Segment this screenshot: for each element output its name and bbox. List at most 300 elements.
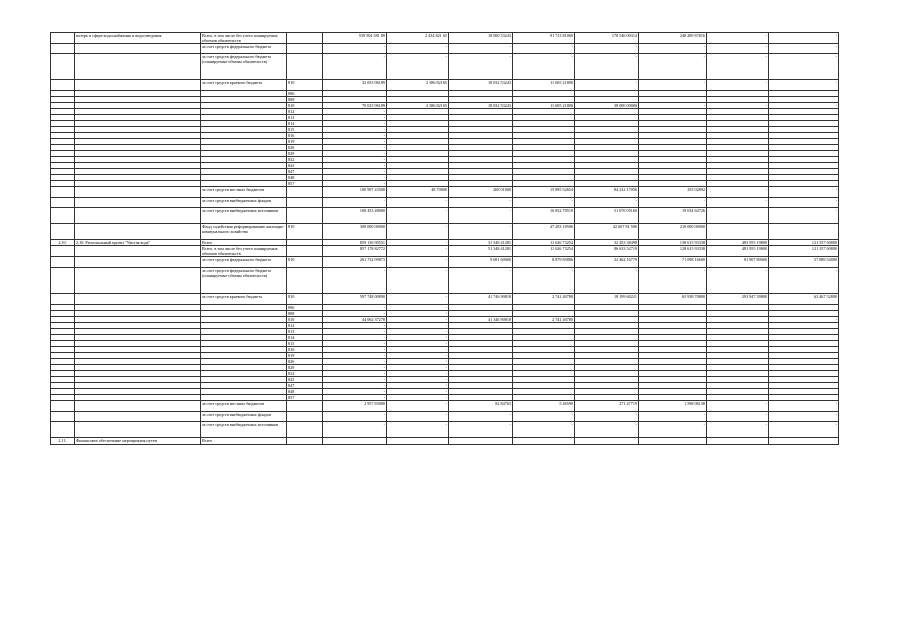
amount-cell: 2 741 40780 [513, 317, 575, 323]
amount-cell: - [449, 44, 513, 54]
amount-cell: 138 615 93338 [639, 240, 707, 246]
funding-source-cell: Всего [201, 240, 287, 246]
amount-cell: 108 453 48000 [323, 208, 387, 224]
table-row [51, 294, 839, 305]
amount-cell: 41 346 90818 [449, 317, 513, 323]
grbs-code-cell: 857 [287, 181, 323, 187]
grbs-code-cell [287, 208, 323, 224]
amount-cell: - [323, 175, 387, 181]
grbs-code-cell [287, 198, 323, 208]
amount-cell: - [575, 54, 639, 80]
grbs-code-cell: 808 [287, 311, 323, 317]
funding-source-cell: за счет средств федерального бюджета [201, 257, 287, 268]
amount-cell: - [387, 257, 449, 268]
amount-cell: 51 676 05160 [575, 208, 639, 224]
amount-cell: - [323, 359, 387, 365]
measure-name-cell [75, 422, 201, 438]
amount-cell: - [323, 395, 387, 401]
amount-cell: - [323, 198, 387, 208]
amount-cell: 84 232 17056 [575, 187, 639, 198]
amount-cell: - [323, 412, 387, 422]
grbs-code-cell: 808 [287, 97, 323, 103]
row-number-cell [51, 224, 75, 240]
amount-cell: - [387, 240, 449, 246]
amount-cell: 268 01000 [449, 187, 513, 198]
amount-cell: 121 357 60800 [769, 246, 839, 257]
amount-cell: 2 741 40780 [513, 294, 575, 305]
table-row [51, 401, 839, 412]
amount-cell: - [323, 181, 387, 187]
table-row [51, 80, 839, 91]
funding-source-cell: за счет средств внебюджетных фондов [201, 198, 287, 208]
amount-cell: - [387, 305, 449, 311]
funding-source-cell: Всего, в том числе без учета планируемых объемов обязательств [201, 33, 287, 44]
amount-cell: 82 84763 [449, 401, 513, 412]
row-number-cell: 2.11. [51, 438, 75, 445]
amount-cell: 210 000 00000 [639, 224, 707, 240]
grbs-code-cell: 815 [287, 341, 323, 347]
amount-cell [387, 438, 449, 445]
amount-cell: - [323, 347, 387, 353]
amount-cell: - [639, 198, 707, 208]
amount-cell: - [323, 133, 387, 139]
table-row [51, 257, 839, 268]
amount-cell: - [323, 109, 387, 115]
amount-cell: - [323, 377, 387, 383]
amount-cell: - [387, 412, 449, 422]
amount-cell: - [707, 44, 769, 54]
row-number-cell [51, 294, 75, 305]
grbs-code-cell: 806 [287, 305, 323, 311]
row-number-cell [51, 208, 75, 224]
amount-cell: - [449, 422, 513, 438]
grbs-code-cell: 810 [287, 317, 323, 323]
amount-cell: - [387, 224, 449, 240]
grbs-code-cell: 814 [287, 335, 323, 341]
grbs-code-cell: 810 [287, 103, 323, 109]
grbs-code-cell: 810 [287, 294, 323, 305]
funding-source-cell: за счет средств федерального бюджета (планируемые объемы обязательств) [201, 268, 287, 294]
amount-cell: - [769, 187, 839, 198]
measure-name-cell [75, 401, 201, 412]
grbs-code-cell [287, 412, 323, 422]
amount-cell: - [449, 198, 513, 208]
amount-cell: 32 453 38498 [575, 240, 639, 246]
amount-cell: 41 746 90818 [449, 294, 513, 305]
grbs-code-cell: 819 [287, 353, 323, 359]
measure-name-cell: потерь в сфере водоснабжения и водоотведения [75, 33, 201, 44]
measure-name-cell [75, 54, 201, 80]
amount-cell: - [575, 422, 639, 438]
amount-cell: - [769, 103, 839, 109]
amount-cell: - [323, 335, 387, 341]
amount-cell: - [387, 422, 449, 438]
row-number-cell [51, 268, 75, 294]
amount-cell: - [387, 329, 449, 335]
amount-cell: - [575, 44, 639, 54]
funding-source-cell: за счет средств внебюджетных источников [201, 208, 287, 224]
amount-cell: - [449, 208, 513, 224]
amount-cell: - [323, 139, 387, 145]
grbs-code-cell: 810 [287, 80, 323, 91]
amount-cell: - [323, 305, 387, 311]
amount-cell: - [323, 329, 387, 335]
row-number-cell [51, 33, 75, 44]
amount-cell: 70 023 96189 [323, 103, 387, 109]
table-row [51, 224, 839, 240]
amount-cell: - [323, 353, 387, 359]
grbs-code-cell: 829 [287, 151, 323, 157]
amount-cell: 178 546 00314 [575, 33, 639, 44]
amount-cell: 1 598 06138 [639, 401, 707, 412]
amount-cell [769, 224, 839, 240]
amount-cell: - [707, 103, 769, 109]
amount-cell: 5 46590 [513, 401, 575, 412]
grbs-code-cell [287, 187, 323, 198]
amount-cell: 2 386 82165 [387, 80, 449, 91]
row-number-cell [51, 80, 75, 91]
row-number-cell [51, 401, 75, 412]
amount-cell: - [769, 54, 839, 80]
amount-cell: - [323, 341, 387, 347]
amount-cell: - [387, 268, 449, 294]
amount-cell: 42 607 81 500 [575, 224, 639, 240]
amount-cell: - [387, 353, 449, 359]
row-number-cell [51, 246, 75, 257]
amount-cell: - [639, 103, 707, 109]
amount-cell: - [387, 359, 449, 365]
amount-cell: - [639, 422, 707, 438]
amount-cell: - [387, 54, 449, 80]
amount-cell: 255 02892 [639, 187, 707, 198]
amount-cell: - [707, 422, 769, 438]
amount-cell: - [323, 383, 387, 389]
amount-cell [707, 224, 769, 240]
amount-cell: - [323, 323, 387, 329]
amount-cell: - [323, 44, 387, 54]
amount-cell: 86 633 52719 [575, 246, 639, 257]
amount-cell: 539 504 581 89 [323, 33, 387, 44]
amount-cell: 18 032 53243 [449, 80, 513, 91]
table-row [51, 44, 839, 54]
amount-cell: - [387, 44, 449, 54]
amount-cell: - [387, 323, 449, 329]
amount-cell: - [769, 317, 839, 323]
amount-cell: - [387, 311, 449, 317]
amount-cell: - [387, 371, 449, 377]
grbs-code-cell [287, 438, 323, 445]
amount-cell: - [387, 198, 449, 208]
amount-cell: 128 615 93338 [639, 246, 707, 257]
amount-cell: 31 348 41281 [449, 240, 513, 246]
amount-cell: - [323, 169, 387, 175]
amount-cell: - [323, 151, 387, 157]
grbs-code-cell: 813 [287, 115, 323, 121]
amount-cell: 44 062 37278 [323, 317, 387, 323]
amount-cell: - [575, 268, 639, 294]
funding-source-cell: Всего, в том числе без учета планируемых объемов обязательств [201, 246, 287, 257]
amount-cell: - [449, 224, 513, 240]
amount-cell: 261 732 99873 [323, 257, 387, 268]
measure-name-cell [75, 187, 201, 198]
amount-cell: - [707, 187, 769, 198]
grbs-code-cell: 813 [287, 329, 323, 335]
amount-cell: 81 907 80000 [707, 257, 769, 268]
amount-cell: - [513, 44, 575, 54]
amount-cell: - [575, 412, 639, 422]
amount-cell: - [769, 44, 839, 54]
grbs-code-cell [287, 268, 323, 294]
amount-cell: - [513, 412, 575, 422]
amount-cell: - [387, 383, 449, 389]
amount-cell: - [769, 80, 839, 91]
grbs-code-cell: 812 [287, 323, 323, 329]
grbs-code-cell: 848 [287, 389, 323, 395]
grbs-code-cell: 812 [287, 109, 323, 115]
amount-cell: - [449, 268, 513, 294]
table-row [51, 208, 839, 224]
amount-cell [513, 438, 575, 445]
amount-cell: - [387, 395, 449, 401]
amount-cell: 18 000 53243 [449, 33, 513, 44]
grbs-code-cell [287, 422, 323, 438]
amount-cell: - [323, 311, 387, 317]
amount-cell [707, 208, 769, 224]
amount-cell: - [323, 365, 387, 371]
amount-cell: - [323, 389, 387, 395]
amount-cell: 38 000 00000 [575, 103, 639, 109]
amount-cell [323, 438, 387, 445]
amount-cell: - [387, 341, 449, 347]
amount-cell: 63 467 52800 [769, 294, 839, 305]
amount-cell: - [769, 33, 839, 44]
grbs-code-cell: 857 [287, 395, 323, 401]
amount-cell: - [387, 294, 449, 305]
table-row [51, 198, 839, 208]
amount-cell: 47 293 18500 [513, 224, 575, 240]
measure-name-cell [75, 257, 201, 268]
grbs-code-cell: 816 [287, 347, 323, 353]
row-number-cell [51, 187, 75, 198]
grbs-code-cell: 810 [287, 257, 323, 268]
table-row [51, 412, 839, 422]
amount-cell: - [323, 54, 387, 80]
amount-cell: - [575, 198, 639, 208]
measure-name-cell: 2.10. Региональный проект "Чистая вода" [75, 240, 201, 246]
amount-cell: - [323, 422, 387, 438]
amount-cell: 483 955 19800 [707, 240, 769, 246]
grbs-code-cell [287, 246, 323, 257]
row-number-cell [51, 198, 75, 208]
row-number-cell: 2.10. [51, 240, 75, 246]
table-row [51, 246, 839, 257]
amount-cell: - [513, 54, 575, 80]
amount-cell: - [769, 401, 839, 412]
amount-cell: - [387, 347, 449, 353]
amount-cell: - [513, 198, 575, 208]
measure-name-cell [75, 294, 201, 305]
measure-name-cell [75, 246, 201, 257]
grbs-code-cell: 814 [287, 121, 323, 127]
amount-cell: 2 957 83000 [323, 401, 387, 412]
amount-cell: - [769, 412, 839, 422]
amount-cell: 9 681 60000 [449, 257, 513, 268]
funding-source-cell: за счет средств краевого бюджета [201, 80, 287, 91]
amount-cell: 2 386 82165 [387, 103, 449, 109]
amount-cell: - [387, 317, 449, 323]
amount-cell: 121 357 60800 [769, 240, 839, 246]
table-row [51, 187, 839, 198]
amount-cell: 8 879 85806 [513, 257, 575, 268]
amount-cell: - [387, 335, 449, 341]
measure-name-cell [75, 208, 201, 224]
amount-cell: 11 626 73254 [513, 240, 575, 246]
amount-cell: 48 70000 [387, 187, 449, 198]
amount-cell: - [449, 412, 513, 422]
amount-cell: 32 053 96189 [323, 80, 387, 91]
amount-cell: - [323, 157, 387, 163]
measure-name-cell [75, 224, 201, 240]
amount-cell: 32 462 16779 [575, 257, 639, 268]
grbs-code-cell: 815 [287, 127, 323, 133]
grbs-code-cell [287, 33, 323, 44]
amount-cell: 859 136 90551 [323, 240, 387, 246]
row-number-cell [51, 257, 75, 268]
funding-source-cell: за счет средств местных бюджетов [201, 401, 287, 412]
amount-cell: 597 748 00890 [323, 294, 387, 305]
table-row [51, 33, 839, 44]
amount-cell: 857 178 82772 [323, 246, 387, 257]
amount-cell: - [323, 163, 387, 169]
funding-source-cell: Фонд содействия реформированию жилищно-коммунального хозяйства [201, 224, 287, 240]
grbs-code-cell: 843 [287, 377, 323, 383]
amount-cell: 248 289 67816 [639, 33, 707, 44]
amount-cell: - [769, 422, 839, 438]
table-row [51, 268, 839, 294]
grbs-code-cell: 829 [287, 365, 323, 371]
measure-name-cell [75, 80, 201, 91]
amount-cell: - [707, 80, 769, 91]
amount-cell: - [323, 121, 387, 127]
amount-cell: - [323, 371, 387, 377]
amount-cell [449, 438, 513, 445]
amount-cell: 293 947 39800 [707, 294, 769, 305]
amount-cell: - [639, 80, 707, 91]
amount-cell: - [387, 389, 449, 395]
amount-cell: 18 032 53243 [449, 103, 513, 109]
amount-cell: 11 605 21800 [513, 80, 575, 91]
amount-cell: - [769, 208, 839, 224]
amount-cell: - [387, 365, 449, 371]
measure-name-cell [75, 198, 201, 208]
amount-cell: 15 895 52654 [513, 187, 575, 198]
funding-source-cell: за счет средств внебюджетных фондов [201, 412, 287, 422]
amount-cell: - [707, 268, 769, 294]
amount-cell: - [387, 246, 449, 257]
funding-source-cell: за счет средств федерального бюджета [201, 44, 287, 54]
funding-source-cell: за счет средств местных бюджетов [201, 187, 287, 198]
amount-cell: 57 889 54000 [769, 257, 839, 268]
table-row [51, 54, 839, 80]
grbs-code-cell: 806 [287, 91, 323, 97]
amount-cell [575, 438, 639, 445]
amount-cell: 481 955 19800 [707, 246, 769, 257]
amount-cell: 91 713 81060 [513, 33, 575, 44]
grbs-code-cell: 848 [287, 175, 323, 181]
grbs-code-cell: 843 [287, 163, 323, 169]
amount-cell: 16 832 78519 [513, 208, 575, 224]
amount-cell: 19 034 64726 [639, 208, 707, 224]
row-number-cell [51, 44, 75, 54]
amount-cell: - [513, 268, 575, 294]
amount-cell: - [387, 377, 449, 383]
table-row [51, 438, 839, 445]
grbs-code-cell: 847 [287, 383, 323, 389]
amount-cell: 11 626 73254 [513, 246, 575, 257]
amount-cell: - [707, 412, 769, 422]
grbs-code-cell: 810 [287, 224, 323, 240]
amount-cell: 2 434 821 65 [387, 33, 449, 44]
amount-cell: - [639, 54, 707, 80]
row-number-cell [51, 422, 75, 438]
grbs-code-cell [287, 401, 323, 412]
amount-cell: - [323, 145, 387, 151]
funding-source-cell: за счет средств федерального бюджета (планируемые объемы обязательств) [201, 54, 287, 80]
amount-cell: - [513, 422, 575, 438]
grbs-code-cell: 832 [287, 371, 323, 377]
amount-cell: - [575, 80, 639, 91]
amount-cell: - [707, 401, 769, 412]
measure-name-cell [75, 412, 201, 422]
measure-name-cell [75, 44, 201, 54]
amount-cell: - [449, 54, 513, 80]
amount-cell: 18 199 60221 [575, 294, 639, 305]
grbs-code-cell: 826 [287, 359, 323, 365]
grbs-code-cell: 816 [287, 133, 323, 139]
amount-cell: - [707, 198, 769, 208]
amount-cell: - [323, 115, 387, 121]
amount-cell [639, 438, 707, 445]
measure-name-cell: Финансовое обеспечение мероприятия путем [75, 438, 201, 445]
amount-cell: - [707, 54, 769, 80]
amount-cell: - [707, 33, 769, 44]
amount-cell: 71 098 16600 [639, 257, 707, 268]
amount-cell: 100 997 43500 [323, 187, 387, 198]
measure-name-cell [75, 268, 201, 294]
amount-cell: - [387, 208, 449, 224]
funding-source-cell: Всего [201, 438, 287, 445]
row-number-cell [51, 54, 75, 80]
funding-source-cell: за счет средств внебюджетных источников [201, 422, 287, 438]
amount-cell: - [387, 401, 449, 412]
amount-cell: 51 348 41281 [449, 246, 513, 257]
amount-cell: - [323, 268, 387, 294]
amount-cell: 300 000 00000 [323, 224, 387, 240]
funding-source-cell: за счет средств краевого бюджета [201, 294, 287, 305]
amount-cell: 271 47719 [575, 401, 639, 412]
grbs-code-cell: 819 [287, 139, 323, 145]
amount-cell [769, 438, 839, 445]
amount-cell: 11 605 21800 [513, 103, 575, 109]
grbs-code-cell: 826 [287, 145, 323, 151]
amount-cell: - [639, 44, 707, 54]
table-row [51, 422, 839, 438]
amount-cell: - [323, 127, 387, 133]
amount-cell: - [639, 412, 707, 422]
grbs-code-cell: 832 [287, 157, 323, 163]
financing-table [50, 32, 839, 445]
amount-cell: - [769, 198, 839, 208]
